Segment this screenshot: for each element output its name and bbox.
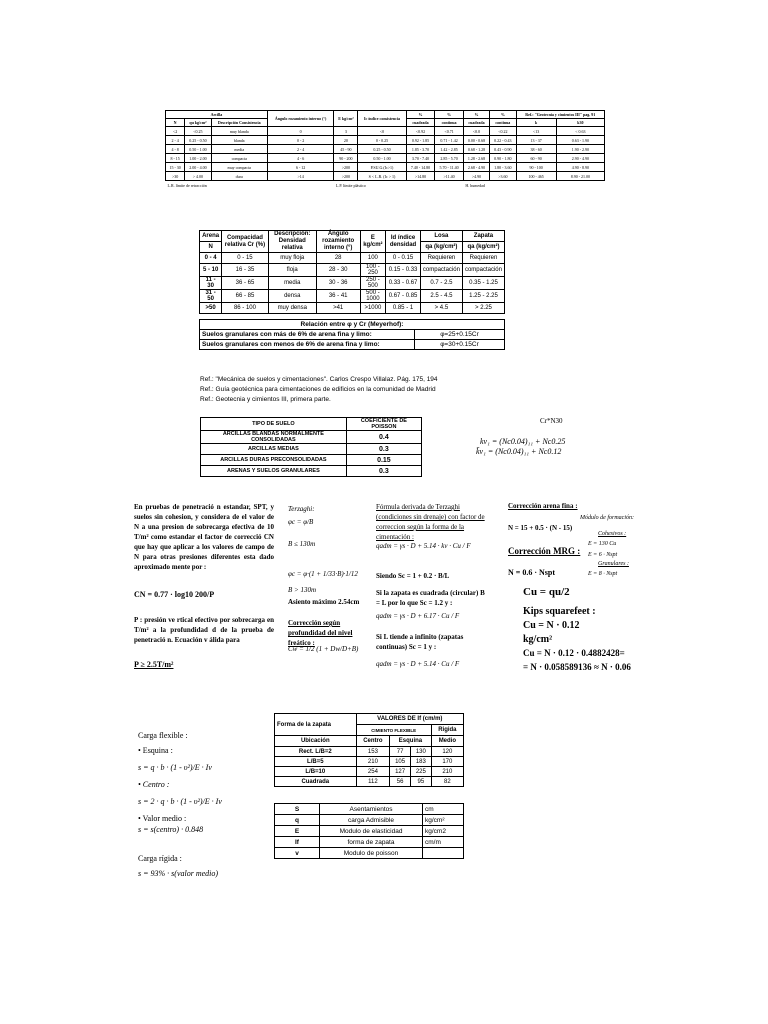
mean-label: • Valor medio : <box>138 814 187 823</box>
table-row-cell: 2 - 4 <box>166 136 185 145</box>
table-row-cell: 250 - 500 <box>360 277 386 290</box>
result-line-1: Cu = N · 0.12 · 0.4882428= <box>523 648 625 658</box>
table-row-cell: 0.35 - 1.25 <box>462 277 504 290</box>
table-row <box>166 163 605 172</box>
header-qu: qu kg/cm² <box>185 119 211 127</box>
table-row-cell: muy compacta <box>211 163 267 172</box>
table-row-cell: >14.80 <box>406 172 435 181</box>
derived-cond3: Si L tiende a infinito (zapatas continuas) Sc = 1 y : <box>376 633 464 651</box>
header-valores: VALORES DE If (cm/m) <box>356 714 463 725</box>
table-row <box>200 253 505 264</box>
table-row-cell: 1.85 - 3.70 <box>406 145 435 154</box>
table-row-cell: 0.90 - 1.80 <box>490 154 516 163</box>
derived-f2: qadm = γs · D + 6.17 · Cu / F <box>376 612 460 620</box>
table-row-cell: 0.3 <box>346 466 421 477</box>
reference-line: Ref.: Geotecnia y cimientos III, primera parte. <box>200 396 331 403</box>
table-row-cell: cm <box>423 804 464 815</box>
table-row-cell: <13 <box>516 127 556 136</box>
table-row-cell: 82 <box>431 777 463 787</box>
header-esquina: Esquina <box>390 736 432 747</box>
table-row-cell: <0.25 <box>185 127 211 136</box>
relation-label: Suelos granulares con menos de 6% de arena fina y limo: <box>200 340 415 350</box>
kv-title: Cr*N30 <box>540 417 563 425</box>
relation-title: Relación entre φ y Cr (Meyerhof): <box>200 320 505 330</box>
sand-correction-title: Corrección arena fina : <box>508 502 578 510</box>
table-row <box>200 290 505 303</box>
clay-properties-table <box>165 110 605 189</box>
table-row-cell: 60 - 90 <box>516 154 556 163</box>
header-losa: Losa <box>420 231 462 242</box>
table-row-cell: 100 <box>360 253 386 264</box>
table-row-cell: compacta <box>211 154 267 163</box>
table-row <box>275 757 464 767</box>
table-row-cell: >200 <box>334 172 358 181</box>
table-row-cell: forma de zapata <box>320 837 423 848</box>
table-row-cell: 11 - 30 <box>200 277 222 290</box>
table-row <box>201 444 422 455</box>
table-row-cell: >1000 <box>360 303 386 314</box>
table-row-cell: 100 - 250 <box>360 264 386 277</box>
table-row-cell: 500 - 1000 <box>360 290 386 303</box>
table-row-cell: 28 - 30 <box>316 264 360 277</box>
header-e: E kg/cm² <box>360 231 386 253</box>
header-densidad: Descripción: Densidad relativa <box>268 231 316 253</box>
table-row-cell: muy densa <box>268 303 316 314</box>
table-row-cell: 0.63 - 1.90 <box>556 136 604 145</box>
table-row <box>275 777 464 787</box>
table-row-cell: 0 - 15 <box>222 253 269 264</box>
header-cuadrada-2: cuadrada <box>463 119 489 127</box>
table-row-cell: ARCILLAS BLANDAS NORMALMENTE CONSOLIDADAS <box>201 431 347 444</box>
table-row-cell: L/B=5 <box>275 757 357 767</box>
table-row-cell: Requieren <box>420 253 462 264</box>
cohesive-label: Cohesivos : <box>598 531 627 537</box>
sand-correction-formula: N = 15 + 0.5 · (N - 15) <box>508 524 573 532</box>
table-row-cell: ARCILLAS DURAS PRECONSOLIDADAS <box>201 455 347 466</box>
table-row-cell: compactación <box>420 264 462 277</box>
spt-condition: P ≥ 2.5T/m² <box>134 660 174 669</box>
table-row-cell: media <box>211 145 267 154</box>
table-row-cell: 28 <box>316 253 360 264</box>
table-row-cell: 30 - 36 <box>316 277 360 290</box>
kv-formula-2: k̄v₁ = (Nc0.04)₁₁ + Nc0.12 <box>476 447 562 456</box>
table-row-cell: kg/cm2 <box>423 826 464 837</box>
result-line-2: = N · 0.058589136 ≈ N · 0.06 <box>523 662 631 672</box>
mrg-formula: N = 0.6 · Nspt <box>508 568 556 577</box>
terzaghi-f1b: B ≤ 130m <box>288 540 316 548</box>
kv-formula-1: kv₁ = (Nc0.04)₁₁ + Nc0.25 <box>480 437 566 446</box>
table-row <box>200 277 505 290</box>
table-row-cell: 1.42 - 2.85 <box>435 145 464 154</box>
table-row-cell: kg/cm² <box>423 815 464 826</box>
header-k: k <box>516 119 556 127</box>
table-row-cell: 2.68 - 4.90 <box>463 163 489 172</box>
table-row-cell: Cuadrada <box>275 777 357 787</box>
header-flexible: CIMIENTO FLEXIBLE <box>356 725 431 736</box>
header-n: N <box>200 242 222 253</box>
center-label: • Centro : <box>138 780 170 789</box>
kips-formula: Cu = N · 0.12 <box>523 620 580 631</box>
table-row-cell: >30 <box>166 172 185 181</box>
table-row-cell: 8 - 15 <box>166 154 185 163</box>
note-lr: L.R. límite de retracción <box>167 182 207 188</box>
header-forma: Forma de la zapata <box>275 714 357 736</box>
table-row-cell: 0.33 - 0.67 <box>386 277 421 290</box>
table-row-cell: 36 - 65 <box>222 277 269 290</box>
table-row-cell: L/B=10 <box>275 767 357 777</box>
table-row-cell: 15 - 30 <box>166 163 185 172</box>
granular-formula: E = 8 · Nspt <box>588 571 618 577</box>
terzaghi-derived-title: Fórmula derivada de Terzaghi (condiciones sin drenaje) con factor de correccion según la forma de la cimentación : <box>376 503 485 541</box>
corner-formula: s = q · b · (1 - υ²)/E · Iv <box>138 763 212 772</box>
table-row-cell: <0.0 <box>463 127 489 136</box>
table-row-cell: <2 <box>166 127 185 136</box>
if-values-table <box>274 713 464 787</box>
center-formula: s = 2 · q · b · (1 - υ²)/E · Iv <box>138 797 222 806</box>
table-row-cell: S <box>275 804 320 815</box>
poisson-table <box>200 417 422 477</box>
table-row-cell: 2.5 - 4.5 <box>420 290 462 303</box>
table-row <box>166 145 605 154</box>
header-centro: Centro <box>356 736 390 747</box>
kips-label: Kips squarefeet : <box>523 606 596 617</box>
table-row-cell: Modulo de poisson <box>320 848 423 859</box>
table-row-cell: 16 - 35 <box>222 264 269 277</box>
table-row-cell: 254 <box>356 767 390 777</box>
table-row-cell: 0.22 - 0.43 <box>490 136 516 145</box>
table-row-cell: 210 <box>431 767 463 777</box>
table-row-cell: 1.00 - 2.00 <box>185 154 211 163</box>
table-row-cell: <0.22 <box>490 127 516 136</box>
table-row-cell: 1.25 - 2.25 <box>462 290 504 303</box>
derived-f3: qadm = γs · D + 5.14 · Cu / F <box>376 660 460 668</box>
header-coef: COEFICIENTE DE POISSON <box>346 418 421 431</box>
table-row-cell: 1.90 - 2.90 <box>556 145 604 154</box>
table-row-cell: > 4.5 <box>420 303 462 314</box>
table-row-cell: 2.90 - 4.90 <box>556 154 604 163</box>
cohesive-formula: E = 130 Cu <box>588 541 617 547</box>
table-row-cell: > 2.25 <box>462 303 504 314</box>
granular-label: Granulares : <box>598 561 629 567</box>
derived-cond2: Si la zapata es cuadrada (circular) B = L por lo que Sc = 1.2 y : <box>376 589 485 607</box>
table-row-cell: Modulo de elasticidad <box>320 826 423 837</box>
table-row <box>166 127 605 136</box>
table-row-cell: 0 <box>267 127 334 136</box>
reference-line: Ref.: Guía geotécnica para cimentaciones de edificios en la comunidad de Madrid <box>200 386 436 393</box>
table-row-cell: 2.85 - 5.70 <box>435 154 464 163</box>
header-pct-1: % <box>406 111 435 119</box>
table-row-cell: 31 - 50 <box>200 290 222 303</box>
table-row-cell: 0.25 - 0.50 <box>185 136 211 145</box>
table-row-cell: 77 <box>390 747 411 757</box>
table-row-cell: S < L.R. (Ic > 1) <box>358 172 406 181</box>
table-row-cell: 100 - 465 <box>516 172 556 181</box>
table-row-cell: 0 - 2 <box>267 136 334 145</box>
table-row-cell: 105 <box>390 757 411 767</box>
table-row-cell: carga Admisible <box>320 815 423 826</box>
table-row-cell: >4.90 <box>463 172 489 181</box>
table-row-cell: ARCILLAS MEDIAS <box>201 444 347 455</box>
sand-properties-table <box>199 230 505 314</box>
table-row-cell: 90 - 200 <box>334 154 358 163</box>
table-row <box>166 136 605 145</box>
header-medio: Medio <box>431 736 463 747</box>
table-row-cell: 4.90 - 8.90 <box>556 163 604 172</box>
table-row-cell: < 0.63 <box>556 127 604 136</box>
table-row <box>200 264 505 277</box>
terzaghi-f2c: Asiento máximo 2.54cm <box>288 598 360 606</box>
header-zapata: Zapata <box>462 231 504 242</box>
spt-text-2: P : presión ve rtical efectivo por sobrecarga en T/m² a la profundidad d de la prueba de penetració n. Ecuación v álida para <box>134 616 274 644</box>
table-row-cell: 0.50 - 1.00 <box>358 154 406 163</box>
table-row-cell: 8.90 - 21.00 <box>556 172 604 181</box>
table-row-cell: 0.4 <box>346 431 421 444</box>
table-row-cell: 0.50 - 1.00 <box>185 145 211 154</box>
terzaghi-title: Terzaghi: <box>288 505 315 513</box>
table-row-cell: 0.85 - 1 <box>386 303 421 314</box>
table-row-cell: 1.28 - 2.68 <box>463 154 489 163</box>
table-row-cell <box>423 848 464 859</box>
mrg-correction-title: Corrección MRG : <box>508 546 581 556</box>
header-cr: Compacidad relativa Cr (%) <box>222 231 269 253</box>
table-row-cell: ARENAS Y SUELOS GRANULARES <box>201 466 347 477</box>
table-row-cell: muy floja <box>268 253 316 264</box>
header-continua-1: continua <box>435 119 464 127</box>
table-row-cell: 13 - 37 <box>516 136 556 145</box>
header-n: N <box>166 119 185 127</box>
derived-cond1: Siendo Sc = 1 + 0.2 · B/L <box>376 572 450 580</box>
table-row-cell: 1.80 - 3.60 <box>490 163 516 172</box>
table-row-cell: 5 - 10 <box>200 264 222 277</box>
table-row <box>166 172 605 181</box>
table-row-cell: 36 - 41 <box>316 290 360 303</box>
table-row-cell: 0.7 - 2.5 <box>420 277 462 290</box>
table-row <box>275 747 464 757</box>
header-rigida: Rigida <box>431 725 463 736</box>
header-angulo: Ángulo rozamiento interno (°) <box>316 231 360 253</box>
table-row-cell: 0.00 - 0.68 <box>463 136 489 145</box>
table-row-cell: 0 - 4 <box>200 253 222 264</box>
table-row <box>275 767 464 777</box>
flexible-title: Carga flexible : <box>138 731 188 740</box>
table-row <box>201 431 422 444</box>
header-ref: Ref.: "Geotecnia y cimientos III" pag. 91 <box>516 111 605 119</box>
table-row-cell: 112 <box>356 777 390 787</box>
note-lp: L.P. límite plástico <box>335 182 366 188</box>
header-desc: Descripción Consistencia <box>211 119 267 127</box>
table-row <box>200 303 505 314</box>
relation-formula: φ=25+0.15Cr <box>415 330 505 340</box>
unit-label: kg/cm² <box>523 634 553 645</box>
table-row-cell: If <box>275 837 320 848</box>
table-row-cell: 0.67 - 0.85 <box>386 290 421 303</box>
table-row-cell: 3.70 - 7.40 <box>406 154 435 163</box>
table-row-cell: 0.25 - 0.50 <box>358 145 406 154</box>
header-pct-3: % <box>463 111 489 119</box>
table-row-cell: 0 - 0.25 <box>358 136 406 145</box>
table-row-cell: 0.92 - 1.85 <box>406 136 435 145</box>
table-row-cell: 0.68 - 1.28 <box>463 145 489 154</box>
table-row-cell: 4 - 6 <box>267 154 334 163</box>
correction-formula: Cw = 1/2 (1 + Dw/D+B) <box>288 645 359 653</box>
table-row-cell: 210 <box>356 757 390 767</box>
rigid-formula: s = 93% · s(valor medio) <box>138 869 219 878</box>
table-row-cell: muy blanda <box>211 127 267 136</box>
table-row-cell: 170 <box>431 757 463 767</box>
table-row-cell: 45 - 90 <box>334 145 358 154</box>
table-row-cell: 0.3 <box>346 444 421 455</box>
meyerhof-relation-table <box>199 319 505 350</box>
table-row-cell: cm/m <box>423 837 464 848</box>
table-row-cell: 90 - 100 <box>516 163 556 172</box>
table-row-cell: >50 <box>200 303 222 314</box>
symbols-table <box>274 803 464 859</box>
header-continua-2: continua <box>490 119 516 127</box>
table-row-cell: > 4.00 <box>185 172 211 181</box>
table-row-cell: 5.70 - 11.40 <box>435 163 464 172</box>
table-row-cell: v <box>275 848 320 859</box>
references <box>200 375 438 405</box>
table-row <box>275 848 464 859</box>
table-row-cell: 2 - 4 <box>267 145 334 154</box>
header-arcilla: Arcilla <box>166 111 268 119</box>
table-row-cell: >200 <box>334 163 358 172</box>
table-row-cell: Requieren <box>462 253 504 264</box>
relation-formula: φ=30+0.15Cr <box>415 340 505 350</box>
table-row <box>275 815 464 826</box>
table-row-cell: 130 <box>410 747 431 757</box>
table-row-cell: 225 <box>410 767 431 777</box>
table-row-cell: E <box>275 826 320 837</box>
table-row-cell: Rect. L/B=2 <box>275 747 357 757</box>
table-row-cell: 2.00 - 4.00 <box>185 163 211 172</box>
table-row-cell: 56 <box>390 777 411 787</box>
table-row-cell: dura <box>211 172 267 181</box>
table-row-cell: 120 <box>431 747 463 757</box>
header-id: Id índice densidad <box>386 231 421 253</box>
header-angulo: Ángulo rozamiento interno (°) <box>267 111 334 127</box>
header-pct-2: % <box>435 111 464 119</box>
header-qa-zapata: qa (kg/cm²) <box>462 242 504 253</box>
header-qa-losa: qa (kg/cm²) <box>420 242 462 253</box>
table-row-cell: P.SU.G.(Ic>1) <box>358 163 406 172</box>
terzaghi-f2b: B > 130m <box>288 586 317 594</box>
table-row-cell: 6 - 12 <box>267 163 334 172</box>
header-arena: Arena <box>200 231 222 242</box>
table-row-cell: 7.40 - 14.80 <box>406 163 435 172</box>
table-row-cell: <0.92 <box>406 127 435 136</box>
table-row-cell: q <box>275 815 320 826</box>
table-row-cell: 0 - 0.15 <box>386 253 421 264</box>
header-pct-4: % <box>490 111 516 119</box>
table-row-cell: 66 - 85 <box>222 290 269 303</box>
table-row-cell: 38 - 60 <box>516 145 556 154</box>
table-row <box>275 826 464 837</box>
spt-formula: CN = 0.77 · log10 200/P <box>134 590 215 599</box>
table-row-cell: blanda <box>211 136 267 145</box>
terzaghi-f1: φc = φ/B <box>288 518 314 526</box>
correction-title: Corrección según profundidad del nivel freático : <box>288 619 353 647</box>
table-row-cell: >3.60 <box>490 172 516 181</box>
table-row-cell: >14 <box>267 172 334 181</box>
cu-formula: Cu = qu/2 <box>523 586 570 598</box>
relation-label: Suelos granulares con más de 6% de arena fina y limo: <box>200 330 415 340</box>
table-row-cell: media <box>268 277 316 290</box>
header-e: E kg/cm² <box>334 111 358 127</box>
table-row-cell: 4 - 8 <box>166 145 185 154</box>
table-row-cell: 20 <box>334 136 358 145</box>
header-tipo-suelo: TIPO DE SUELO <box>201 418 347 431</box>
table-row-cell: >11.40 <box>435 172 464 181</box>
table-row-cell: 153 <box>356 747 390 757</box>
terzaghi-f2: φc = φ·(1 + 1/33·B)·1/12 <box>288 570 358 578</box>
rigid-title: Carga rígida : <box>138 854 182 863</box>
formation-modulus-title: Módulo de formación: <box>580 515 634 521</box>
table-row-cell: 86 - 100 <box>222 303 269 314</box>
table-row <box>275 837 464 848</box>
header-cuadrada-1: cuadrada <box>406 119 435 127</box>
table-row-cell: 0.43 - 0.90 <box>490 145 516 154</box>
header-ubicacion: Ubicación <box>275 736 357 747</box>
cohesive-formula-2: E = 6 · Nspt <box>588 552 618 558</box>
table-row-cell: 183 <box>410 757 431 767</box>
table-row <box>275 804 464 815</box>
table-row-cell: >41 <box>316 303 360 314</box>
table-row-cell: 0.15 <box>346 455 421 466</box>
header-ic: Ic índice consistencia <box>358 111 406 127</box>
header-k30: k30 <box>556 119 604 127</box>
table-row-cell: 127 <box>390 767 411 777</box>
table-row-cell: floja <box>268 264 316 277</box>
table-row-cell: <0 <box>358 127 406 136</box>
derived-f1: qadm = γs · D + 5.14 · kv · Cu / F <box>376 542 471 550</box>
table-row-cell: <0.71 <box>435 127 464 136</box>
table-row-cell: densa <box>268 290 316 303</box>
table-row-cell: 95 <box>410 777 431 787</box>
table-row-cell: 3 <box>334 127 358 136</box>
spt-text: En pruebas de penetració n estandar, SPT, y suelos sin cohesion, y considera de el valor de N a una presion de sobrecarga efectiva de 10 T/m² como estandar el factor de correcció CN que hay que aplicar a los valores de campo de N para otras presiones diferentes esta dado aproximado mente por : <box>134 503 274 571</box>
reference-line: Ref.: "Mecánica de suelos y cimentaciones". Carlos Crespo Villalaz. Pág. 175, 194 <box>200 376 438 383</box>
table-row-cell: compactación <box>462 264 504 277</box>
flexible-load-block <box>138 730 268 879</box>
corner-label: • Esquina : <box>138 746 173 755</box>
table-row-cell: 0.71 - 1.42 <box>435 136 464 145</box>
table-row <box>166 154 605 163</box>
table-row-cell: Asentamientos <box>320 804 423 815</box>
table-row <box>201 455 422 466</box>
table-row-cell: 0.15 - 0.33 <box>386 264 421 277</box>
table-row <box>201 466 422 477</box>
mean-formula: s = s(centro) · 0.848 <box>138 825 204 834</box>
note-h: H. humedad <box>465 182 485 188</box>
